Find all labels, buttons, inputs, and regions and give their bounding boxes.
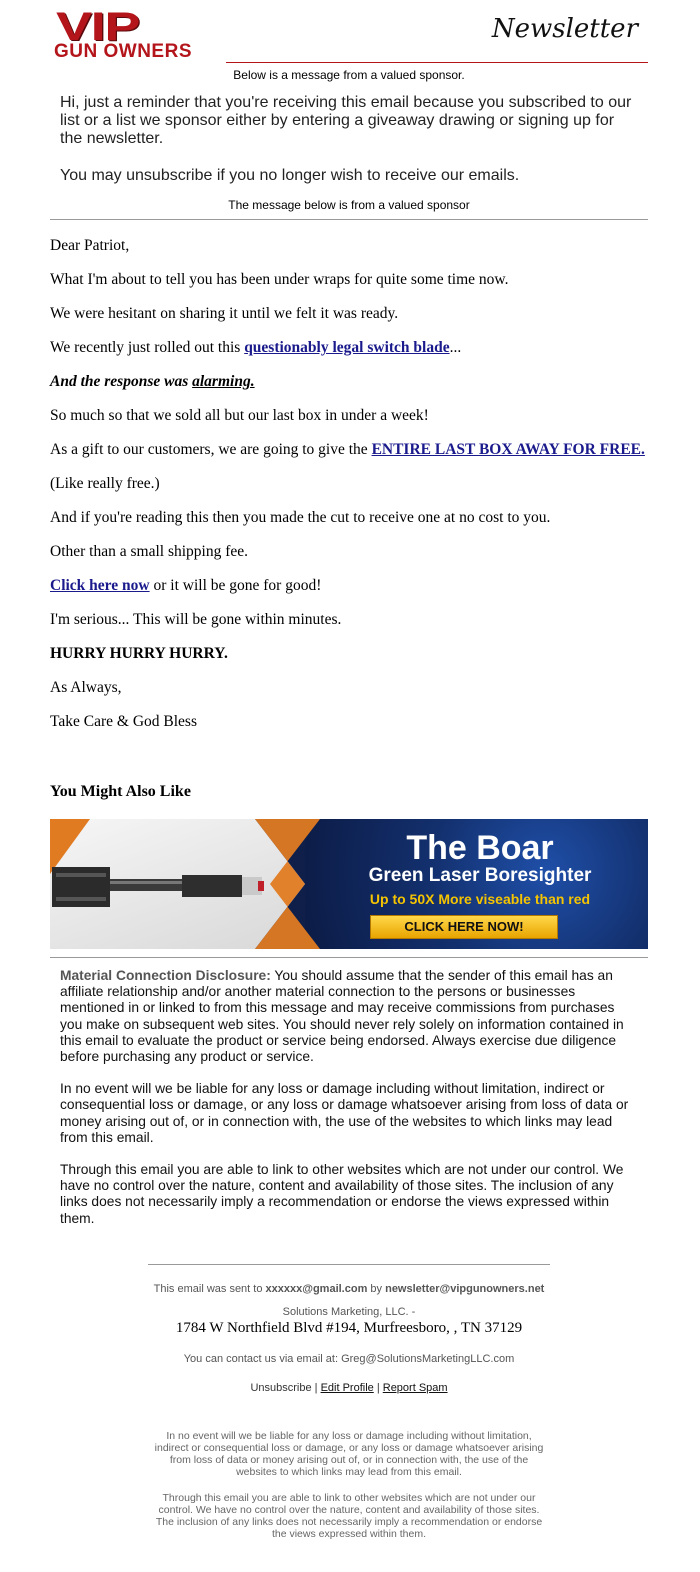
banner-tagline: Up to 50X More viseable than red	[369, 891, 591, 907]
sender-email: newsletter@vipgunowners.net	[385, 1283, 545, 1295]
reminder-text: Hi, just a reminder that you're receiving this email because you subscribed to our list or a list we sponsor either by entering a giveaway drawing or signing up for the newsletter.	[60, 94, 632, 147]
paragraph	[50, 339, 648, 357]
unsubscribe-link[interactable]: Unsubscribe	[250, 1382, 312, 1394]
paragraph: So much so that we sold all but our last box in under a week!	[50, 407, 429, 424]
logo-vip-text: VIP	[56, 5, 140, 49]
email-footer	[148, 1264, 550, 1540]
email-container	[50, 0, 648, 1243]
disclosure-section	[50, 958, 648, 1227]
emphasis-text: alarming.	[192, 373, 255, 390]
paragraph: Other than a small shipping fee.	[50, 543, 249, 560]
newsletter-title: Newsletter	[491, 14, 638, 44]
paragraph	[50, 373, 648, 391]
paragraph: We were hesitant on sharing it until we felt it was ready.	[50, 305, 399, 322]
contact-email-line: You can contact us via email at: Greg@SolutionsMarketingLLC.com	[183, 1353, 515, 1365]
recipient-email: xxxxxx@gmail.com	[265, 1283, 368, 1295]
paragraph	[50, 645, 648, 663]
hurry-text: HURRY HURRY HURRY.	[50, 645, 228, 662]
report-spam-link[interactable]: Report Spam	[382, 1382, 448, 1394]
paragraph: (Like really free.)	[50, 475, 160, 492]
company-address: 1784 W Northfield Blvd #194, Murfreesboro, , TN 37129	[175, 1320, 523, 1336]
footer-links-fineprint: Through this email you are able to link to other websites which are not under our control. We have no control over the nature, content and availability of those sites. The inclusion of any links does not necessarily imply a recommendation or endorse the views expressed within them.	[155, 1492, 543, 1540]
paragraph	[50, 441, 648, 459]
vip-gun-owners-logo[interactable]	[54, 5, 230, 66]
banner-click-here-button[interactable]: CLICK HERE NOW!	[370, 915, 558, 939]
external-links-disclaimer: Through this email you are able to link to other websites which are not under our control. We have no control over the nature, content and availability of those sites. The inclusion of any links does not necessarily imply a recommendation or endorse the views expressed within them.	[60, 1162, 624, 1226]
paragraph-text: ...	[449, 339, 462, 356]
sent-by-prefix: by	[367, 1283, 386, 1295]
edit-profile-link[interactable]: Edit Profile	[320, 1382, 374, 1394]
paragraph: And if you're reading this then you made the cut to receive one at no cost to you.	[50, 509, 551, 526]
paragraph	[50, 577, 648, 595]
link-separator: |	[311, 1382, 321, 1394]
sponsor-note-below: The message below is from a valued sponsor	[228, 198, 470, 212]
sent-to-line	[148, 1283, 550, 1295]
footer-liability-fineprint: In no event will we be liable for any loss or damage including without limitation, indirect or consequential loss or damage, or any loss or damage whatsoever arising from loss of data or money arising out of, or in connection with, the use of the websites to which links may lead from this email.	[154, 1430, 544, 1478]
paragraph-text: We recently just rolled out this	[50, 339, 245, 356]
link-separator: |	[373, 1382, 383, 1394]
paragraph-text: or it will be gone for good!	[149, 577, 322, 594]
paragraph-text: As a gift to our customers, we are going to give the	[50, 441, 372, 458]
banner-subtitle: Green Laser Boresighter	[368, 865, 592, 886]
logo-gun-owners-text: GUN OWNERS	[54, 41, 192, 62]
click-here-now-link[interactable]: Click here now	[50, 577, 150, 594]
greeting: Dear Patriot,	[50, 237, 130, 254]
disclosure-label: Material Connection Disclosure:	[60, 968, 271, 983]
disclosure-text: You should assume that the sender of this email has an affiliate relationship and/or another material connection to the persons or businesses mentioned in or linked to from this message and may receive commissions from purchases you make on subsequent web sites. You should never rely solely on information contained in this email to evaluate the product or service being endorsed. Always exercise due diligence before purchasing any product or service.	[60, 968, 624, 1065]
rifle-barrel-image	[52, 859, 282, 915]
sent-prefix: This email was sent to	[153, 1283, 266, 1295]
paragraph: Take Care & God Bless	[50, 713, 197, 730]
boar-laser-ad-banner[interactable]	[50, 819, 648, 949]
footer-links	[148, 1382, 550, 1394]
header-divider	[226, 62, 648, 63]
unsubscribe-note: You may unsubscribe if you no longer wish to receive our emails.	[60, 167, 520, 184]
you-might-also-like-heading: You Might Also Like	[50, 783, 191, 800]
material-connection-disclosure	[60, 968, 638, 1065]
liability-disclaimer: In no event will we be liable for any loss or damage including without limitation, indirect or consequential loss or damage, or any loss or damage whatsoever arising from loss of data or money arising out of, or in connection with, the use of the websites to which links may lead from this email.	[60, 1081, 629, 1145]
newsletter-header	[50, 0, 648, 64]
paragraph: I'm serious... This will be gone within minutes.	[50, 611, 342, 628]
free-box-link[interactable]: ENTIRE LAST BOX AWAY FOR FREE.	[371, 441, 645, 458]
banner-title: The Boar	[406, 829, 554, 867]
company-name: Solutions Marketing, LLC. -	[282, 1306, 416, 1318]
sponsor-note-top: Below is a message from a valued sponsor.	[233, 68, 465, 82]
paragraph: As Always,	[50, 679, 122, 696]
paragraph-text: And the response was	[50, 373, 193, 390]
subscription-reminder	[50, 84, 648, 185]
paragraph: What I'm about to tell you has been under wraps for quite some time now.	[50, 271, 509, 288]
message-body	[50, 220, 648, 801]
switch-blade-link[interactable]: questionably legal switch blade	[244, 339, 450, 356]
